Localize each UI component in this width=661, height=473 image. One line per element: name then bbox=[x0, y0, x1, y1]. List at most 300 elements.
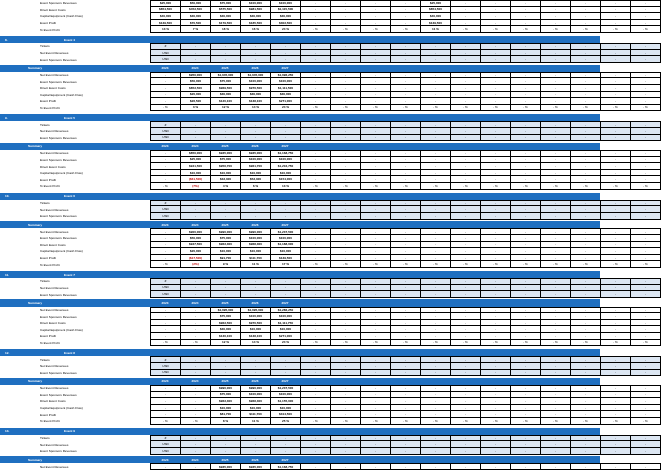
data-cell: - bbox=[421, 128, 451, 135]
year-header-cell: 2023 bbox=[161, 301, 169, 306]
data-cell: $100,000 bbox=[271, 392, 301, 399]
data-cell: - bbox=[211, 43, 241, 50]
data-cell: - bbox=[421, 326, 451, 333]
detail-row bbox=[0, 206, 647, 213]
data-cell: - % bbox=[181, 418, 211, 425]
data-cell: - bbox=[301, 255, 331, 262]
data-cell: - bbox=[451, 0, 481, 7]
data-cell: - bbox=[601, 248, 631, 255]
data-cell: $185,500 bbox=[241, 20, 271, 27]
data-cell: - bbox=[211, 56, 241, 63]
data-cell: - bbox=[421, 78, 451, 85]
data-cell: $854,500 bbox=[421, 7, 451, 14]
data-cell: - bbox=[421, 291, 451, 298]
data-cell: - bbox=[391, 121, 421, 128]
data-cell: - bbox=[421, 50, 451, 57]
data-cell: - bbox=[421, 157, 451, 164]
data-cell: - bbox=[571, 56, 601, 63]
detail-unit-cell: USD bbox=[151, 213, 181, 220]
row-label: Direct Event Costs bbox=[40, 321, 66, 326]
data-cell: - bbox=[541, 320, 571, 327]
data-cell: - bbox=[361, 200, 391, 207]
data-cell: - bbox=[301, 7, 331, 14]
data-cell: - bbox=[631, 291, 661, 298]
data-cells bbox=[150, 105, 661, 112]
table-row bbox=[0, 418, 648, 425]
table-row bbox=[0, 248, 647, 255]
detail-row-label: Event Sponsors Revenues bbox=[40, 135, 77, 140]
data-cell: - bbox=[151, 313, 181, 320]
data-cell: - bbox=[601, 176, 631, 183]
data-cell: - bbox=[361, 56, 391, 63]
data-cell: - bbox=[451, 85, 481, 92]
table-row bbox=[0, 13, 647, 20]
data-cell: - bbox=[331, 411, 361, 418]
data-cell: - bbox=[421, 398, 451, 405]
data-cell: - % bbox=[361, 418, 391, 425]
detail-row bbox=[0, 128, 647, 135]
data-cell: - bbox=[631, 56, 661, 63]
detail-row-label: Net Event Revenues bbox=[40, 51, 69, 56]
data-cell: - % bbox=[151, 418, 181, 425]
data-cell: - bbox=[481, 405, 511, 412]
data-cell: - bbox=[541, 242, 571, 249]
data-cell: - bbox=[451, 463, 481, 470]
data-cell: - bbox=[151, 411, 181, 418]
data-cell: $850,000 bbox=[181, 150, 211, 157]
data-cell: $30,000 bbox=[241, 92, 271, 99]
data-cells bbox=[150, 418, 661, 425]
data-cell: - bbox=[391, 248, 421, 255]
event-block bbox=[0, 36, 648, 111]
data-cell: - bbox=[331, 92, 361, 99]
data-cell: - % bbox=[631, 340, 661, 347]
detail-row-label: Event Sponsors Revenues bbox=[40, 449, 77, 454]
data-cell: - bbox=[391, 278, 421, 285]
row-label: Direct Event Costs bbox=[40, 399, 66, 404]
data-cell: - bbox=[211, 200, 241, 207]
data-cell: - bbox=[541, 307, 571, 314]
data-cell: - bbox=[241, 121, 271, 128]
summary-grid bbox=[0, 228, 648, 268]
data-cell: - bbox=[631, 363, 661, 370]
data-cell: $10,000 bbox=[211, 248, 241, 255]
data-cell: $963,500 bbox=[211, 320, 241, 327]
data-cell: - bbox=[331, 150, 361, 157]
data-cell: - bbox=[421, 200, 451, 207]
data-cell: - % bbox=[151, 183, 181, 190]
data-cell: $935,000 bbox=[241, 150, 271, 157]
data-cell: - bbox=[421, 56, 451, 63]
year-header-cell: 2024 bbox=[191, 222, 199, 227]
data-cell: $75,000 bbox=[211, 157, 241, 164]
data-cells bbox=[150, 278, 661, 285]
data-cell: - bbox=[601, 291, 631, 298]
data-cell: - bbox=[391, 150, 421, 157]
data-cell: - bbox=[511, 313, 541, 320]
detail-row-label: Tickets bbox=[40, 44, 50, 49]
data-cell: - bbox=[151, 228, 181, 235]
data-cell: - bbox=[391, 20, 421, 27]
data-cell: $100,000 bbox=[271, 235, 301, 242]
data-cell: - bbox=[571, 92, 601, 99]
data-cells bbox=[150, 392, 661, 399]
data-cell: - bbox=[361, 463, 391, 470]
data-cell: $75,000 bbox=[211, 0, 241, 7]
table-row bbox=[0, 242, 647, 249]
data-cell: 8 % bbox=[211, 418, 241, 425]
data-cell: $1,188,000 bbox=[271, 242, 301, 249]
data-cell: - % bbox=[391, 261, 421, 268]
data-cell: - bbox=[391, 411, 421, 418]
row-label: Event Profit bbox=[40, 21, 56, 26]
table-row bbox=[0, 255, 647, 262]
data-cell: - bbox=[301, 213, 331, 220]
data-cell: - % bbox=[601, 340, 631, 347]
data-cell: - bbox=[301, 72, 331, 79]
data-cell: $139,500 bbox=[271, 255, 301, 262]
data-cell: $138,100 bbox=[241, 333, 271, 340]
data-cell: - bbox=[511, 307, 541, 314]
data-cell: - bbox=[361, 248, 391, 255]
data-cell: - bbox=[541, 213, 571, 220]
data-cell: - bbox=[451, 435, 481, 442]
data-cells bbox=[150, 356, 661, 363]
data-cell: - bbox=[511, 56, 541, 63]
data-cell: - % bbox=[541, 261, 571, 268]
data-cell: - bbox=[241, 356, 271, 363]
data-cell: $20,000 bbox=[181, 248, 211, 255]
summary-grid bbox=[0, 385, 648, 425]
data-cell: - bbox=[541, 411, 571, 418]
data-cell: - bbox=[271, 56, 301, 63]
event-title: Event 5 bbox=[64, 115, 76, 120]
detail-row bbox=[0, 50, 647, 57]
data-cell: - bbox=[391, 405, 421, 412]
data-cell: - bbox=[331, 435, 361, 442]
data-cell: 24 % bbox=[271, 26, 301, 33]
data-cell: $40,000 bbox=[151, 13, 181, 20]
data-cell: - bbox=[541, 326, 571, 333]
event-title-bar[interactable] bbox=[0, 193, 600, 200]
data-cell: - bbox=[451, 213, 481, 220]
data-cell: $271,000 bbox=[271, 333, 301, 340]
data-cell: - % bbox=[601, 261, 631, 268]
data-cell: - bbox=[541, 163, 571, 170]
event-title-bar[interactable] bbox=[0, 349, 600, 356]
row-label: Event Profit bbox=[40, 256, 56, 261]
data-cell: - bbox=[631, 200, 661, 207]
data-cell: 11 % bbox=[421, 26, 451, 33]
data-cell: - bbox=[331, 170, 361, 177]
data-cell: - % bbox=[481, 183, 511, 190]
data-cell: - bbox=[571, 463, 601, 470]
event-detail-rows bbox=[0, 43, 647, 63]
event-title-bar[interactable] bbox=[0, 36, 600, 43]
data-cell: - bbox=[631, 392, 661, 399]
summary-grid bbox=[0, 150, 648, 190]
data-cell: - bbox=[541, 255, 571, 262]
data-cell: - % bbox=[421, 418, 451, 425]
data-cell: $935,000 bbox=[211, 463, 241, 470]
data-cell: - % bbox=[481, 105, 511, 112]
data-cell: - bbox=[241, 363, 271, 370]
data-cell: - bbox=[241, 441, 271, 448]
data-cell: - bbox=[571, 333, 601, 340]
data-cell: - bbox=[601, 72, 631, 79]
data-cell: - bbox=[541, 98, 571, 105]
data-cell: - bbox=[421, 448, 451, 455]
detail-row bbox=[0, 435, 647, 442]
data-cell: - % bbox=[481, 418, 511, 425]
data-cell: $968,300 bbox=[241, 242, 271, 249]
data-cell: - % bbox=[571, 26, 601, 33]
data-cell: 24 % bbox=[271, 105, 301, 112]
data-cell: - bbox=[481, 170, 511, 177]
data-cell: - bbox=[211, 441, 241, 448]
data-cell: - bbox=[301, 50, 331, 57]
data-cell: - bbox=[571, 228, 601, 235]
table-row bbox=[0, 307, 647, 314]
data-cell: - bbox=[601, 278, 631, 285]
data-cell: - bbox=[631, 206, 661, 213]
detail-row bbox=[0, 56, 647, 63]
year-header-cell: 2025 bbox=[221, 144, 229, 149]
data-cell: - bbox=[361, 356, 391, 363]
data-cells bbox=[150, 248, 661, 255]
data-cells bbox=[150, 20, 661, 27]
data-cell: - bbox=[601, 213, 631, 220]
event-title-bar[interactable] bbox=[0, 428, 600, 435]
row-label: Event Profit bbox=[40, 334, 56, 339]
data-cells bbox=[150, 7, 661, 14]
data-cell: - % bbox=[331, 26, 361, 33]
data-cell: - bbox=[331, 128, 361, 135]
data-cell: - % bbox=[391, 340, 421, 347]
data-cell: - bbox=[541, 441, 571, 448]
data-cells bbox=[150, 128, 661, 135]
data-cell: $10,000 bbox=[271, 405, 301, 412]
data-cell: - bbox=[421, 313, 451, 320]
data-cell: $40,000 bbox=[421, 13, 451, 20]
data-cell: - % bbox=[541, 26, 571, 33]
data-cell: - bbox=[511, 405, 541, 412]
data-cells bbox=[150, 255, 661, 262]
data-cell: $1,045,000 bbox=[211, 72, 241, 79]
data-cell: - % bbox=[451, 105, 481, 112]
data-cell: - bbox=[391, 128, 421, 135]
data-cell: - bbox=[391, 78, 421, 85]
data-cell: $30,000 bbox=[211, 326, 241, 333]
data-cell: - bbox=[631, 398, 661, 405]
data-cell: - bbox=[331, 291, 361, 298]
data-cell: 11 % bbox=[241, 261, 271, 268]
data-cell: - bbox=[511, 242, 541, 249]
data-cell: - bbox=[631, 435, 661, 442]
data-cell: - % bbox=[361, 26, 391, 33]
data-cell: - bbox=[541, 135, 571, 142]
data-cell: - bbox=[271, 363, 301, 370]
data-cell: - bbox=[481, 463, 511, 470]
data-cell: - bbox=[361, 326, 391, 333]
data-cell: - bbox=[361, 98, 391, 105]
data-cell: - bbox=[481, 92, 511, 99]
data-cell: $139,500 bbox=[421, 20, 451, 27]
data-cell: - bbox=[481, 20, 511, 27]
data-cell: $75,000 bbox=[211, 392, 241, 399]
data-cell: - bbox=[421, 463, 451, 470]
data-cell: - bbox=[481, 291, 511, 298]
data-cell: - bbox=[571, 278, 601, 285]
data-cell: - bbox=[481, 242, 511, 249]
data-cell: - bbox=[271, 278, 301, 285]
data-cell: $956,700 bbox=[211, 163, 241, 170]
data-cell: - bbox=[301, 363, 331, 370]
data-cell: - bbox=[511, 92, 541, 99]
data-cell: - bbox=[301, 463, 331, 470]
data-cell: $138,100 bbox=[241, 98, 271, 105]
data-cell: $10,000 bbox=[211, 170, 241, 177]
event-title-bar[interactable] bbox=[0, 271, 600, 278]
data-cell: - bbox=[571, 363, 601, 370]
data-cells bbox=[150, 411, 661, 418]
row-label: Capital Equipment (Cash Flow) bbox=[40, 14, 83, 19]
event-index: 10. bbox=[5, 194, 10, 199]
data-cell: - bbox=[451, 228, 481, 235]
data-cell: 13 % bbox=[151, 26, 181, 33]
data-cells bbox=[150, 200, 661, 207]
data-cell: - bbox=[481, 98, 511, 105]
data-cell: - bbox=[481, 56, 511, 63]
data-cell: - bbox=[541, 356, 571, 363]
data-cell: - bbox=[151, 170, 181, 177]
data-cell: - bbox=[331, 255, 361, 262]
data-cell: - bbox=[181, 200, 211, 207]
detail-row-label: Tickets bbox=[40, 436, 50, 441]
data-cell: (2%) bbox=[181, 261, 211, 268]
data-cell: - bbox=[331, 392, 361, 399]
data-cell: - bbox=[271, 43, 301, 50]
detail-unit-cell: # bbox=[151, 278, 181, 285]
data-cell: - bbox=[571, 128, 601, 135]
data-cell: - bbox=[391, 157, 421, 164]
data-cell: - bbox=[361, 121, 391, 128]
data-cell: - bbox=[421, 72, 451, 79]
data-cell: $25,000 bbox=[151, 0, 181, 7]
data-cell: - bbox=[331, 176, 361, 183]
data-cell: 14 % bbox=[241, 105, 271, 112]
data-cell: $136,100 bbox=[211, 333, 241, 340]
row-label: Net Event Revenues bbox=[40, 229, 69, 234]
data-cell: - bbox=[631, 157, 661, 164]
table-row bbox=[0, 163, 647, 170]
data-cell: - % bbox=[511, 418, 541, 425]
data-cell: - bbox=[151, 176, 181, 183]
data-cell: - % bbox=[331, 340, 361, 347]
detail-row bbox=[0, 370, 647, 377]
data-cell: - bbox=[481, 13, 511, 20]
data-cell: - bbox=[301, 326, 331, 333]
data-cell: - bbox=[541, 170, 571, 177]
summary-label: Summary bbox=[28, 66, 43, 71]
row-label: Event Profit bbox=[40, 99, 56, 104]
detail-row-label: Net Event Revenues bbox=[40, 207, 69, 212]
data-cell: - bbox=[511, 441, 541, 448]
data-cell: - bbox=[451, 78, 481, 85]
data-cell: - bbox=[301, 411, 331, 418]
data-cell: - bbox=[241, 370, 271, 377]
event-block bbox=[0, 193, 648, 268]
data-cell: - bbox=[571, 285, 601, 292]
data-cells bbox=[150, 398, 661, 405]
detail-row bbox=[0, 43, 647, 50]
data-cell: - bbox=[301, 333, 331, 340]
data-cell: - % bbox=[361, 340, 391, 347]
data-cell: - % bbox=[451, 340, 481, 347]
data-cell: - bbox=[301, 405, 331, 412]
event-block bbox=[0, 428, 647, 470]
data-cell: 18 % bbox=[211, 26, 241, 33]
data-cell: - bbox=[481, 213, 511, 220]
data-cell: - bbox=[391, 170, 421, 177]
event-title-bar[interactable] bbox=[0, 114, 600, 121]
data-cell: - bbox=[211, 128, 241, 135]
data-cell: - bbox=[601, 228, 631, 235]
data-cell: - bbox=[601, 313, 631, 320]
data-cell: - % bbox=[361, 261, 391, 268]
data-cell: $100,000 bbox=[271, 157, 301, 164]
data-cell: - bbox=[331, 448, 361, 455]
data-cell: - bbox=[571, 78, 601, 85]
data-cell: - bbox=[601, 200, 631, 207]
data-cell: - bbox=[481, 441, 511, 448]
data-cell: - bbox=[331, 206, 361, 213]
data-cell: - bbox=[361, 228, 391, 235]
data-cell: - bbox=[151, 72, 181, 79]
data-cell: - bbox=[301, 206, 331, 213]
data-cell: - bbox=[631, 405, 661, 412]
data-cell: - bbox=[631, 448, 661, 455]
data-cell: - bbox=[151, 405, 181, 412]
data-cell: - bbox=[151, 248, 181, 255]
data-cell: - bbox=[331, 121, 361, 128]
table-row bbox=[0, 333, 647, 340]
data-cell: - bbox=[421, 150, 451, 157]
data-cell: - bbox=[451, 255, 481, 262]
data-cell: - bbox=[331, 85, 361, 92]
data-cell: - bbox=[331, 248, 361, 255]
data-cell: - bbox=[211, 213, 241, 220]
data-cell: - bbox=[541, 7, 571, 14]
data-cell: - bbox=[331, 56, 361, 63]
data-cell: - bbox=[451, 385, 481, 392]
data-cell: - bbox=[421, 85, 451, 92]
data-cell: - bbox=[451, 326, 481, 333]
data-cell: - bbox=[151, 78, 181, 85]
detail-unit-cell: USD bbox=[151, 50, 181, 57]
data-cell: - bbox=[571, 313, 601, 320]
data-cell: $154,000 bbox=[271, 176, 301, 183]
data-cell: $990,000 bbox=[241, 385, 271, 392]
summary-label: Summary bbox=[28, 457, 43, 462]
data-cell: - bbox=[331, 320, 361, 327]
data-cell: - % bbox=[391, 183, 421, 190]
data-cell: - bbox=[451, 411, 481, 418]
data-cell: - bbox=[511, 176, 541, 183]
data-cell: $314,500 bbox=[271, 411, 301, 418]
year-header-cell: 2025 bbox=[221, 222, 229, 227]
data-cell: $100,000 bbox=[241, 0, 271, 7]
